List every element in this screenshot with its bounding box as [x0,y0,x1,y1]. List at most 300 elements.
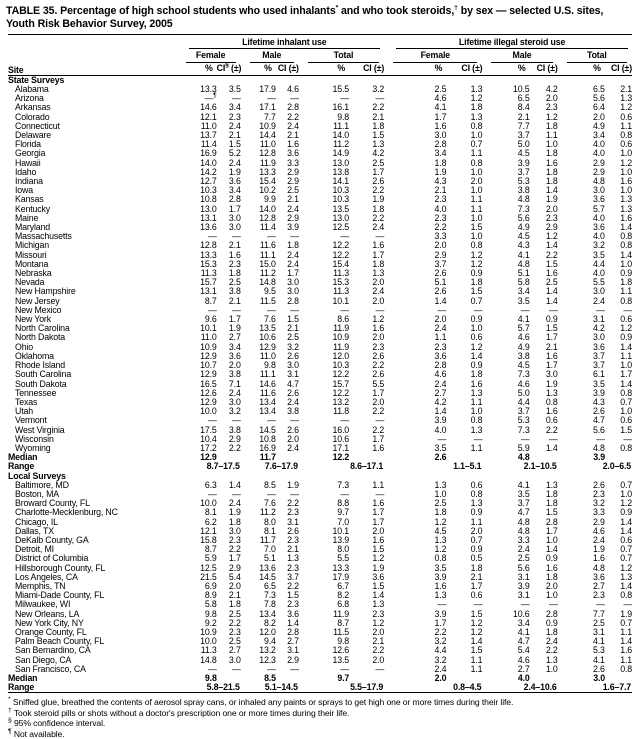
value-cell: 15.0 [259,258,276,269]
value-cell: 12.9 [259,341,276,352]
value-cell: 2.6 [593,479,605,490]
value-cell: 1.6 [545,406,558,417]
value-cell: 3.0 [228,222,241,233]
value-cell: 1.2 [620,323,632,334]
value-cell: 4.2 [593,323,605,334]
value-cell: — [375,415,385,426]
value-cell: 3.4 [434,148,447,159]
value-cell: 6.2 [204,516,217,527]
value-cell: — [340,304,349,315]
value-cell: 2.9 [287,654,299,665]
footnote-marker: ¶ [8,727,12,735]
value-cell: 17.1 [332,442,349,453]
value-cell: 7.7 [593,608,605,619]
value-cell: 12.6 [200,387,217,398]
value-cell: 3.8 [228,369,241,380]
value-cell: 0.6 [620,415,632,426]
site-name: Nevada [15,277,45,288]
value-cell: 3.0 [593,332,605,343]
table-row [8,232,632,241]
value-cell: — [548,433,558,444]
site-name: Indiana [15,176,43,187]
site-name: Wisconsin [15,433,54,444]
value-cell: 4.6 [593,525,605,536]
value-cell: 2.2 [287,580,299,591]
value-cell: 3.5 [593,249,605,260]
value-cell: 7.0 [337,516,349,527]
value-cell: — [290,488,299,499]
table-row [8,186,632,195]
value-cell: 1.9 [620,608,632,619]
site-name: Broward County, FL [15,498,90,509]
value-cell: 0.8 [620,240,632,251]
value-cell: 1.2 [470,258,483,269]
value-cell: 3.7 [593,360,605,371]
value-cell: 3.9 [517,157,530,168]
value-cell: 1.4 [372,590,385,601]
value-cell: 13.5 [332,203,349,214]
value-cell: 1.0 [470,231,483,242]
value-cell: 4.9 [517,222,530,233]
value-cell: — [207,663,217,674]
value-cell: 1.6 [372,498,385,509]
value-cell: 14.6 [200,102,217,113]
value-cell: 2.2 [228,617,241,628]
table-row [8,435,632,444]
value-cell: 8.7 [337,617,349,628]
value-cell: 2.8 [545,516,558,527]
table-row [8,545,632,554]
value-cell: — [340,93,349,104]
col-header-percent: % [558,63,605,76]
value-cell: 1.5 [470,608,483,619]
value-cell: 2.2 [287,111,299,122]
value-cell: 4.2 [434,396,447,407]
value-cell: 2.0 [228,580,241,591]
value-cell: 2.5 [593,617,605,628]
value-cell: 2.1 [372,111,385,122]
value-cell: 3.3 [434,231,447,242]
range-value: 7.6–17.9 [264,461,298,472]
value-cell: 3.1 [287,516,299,527]
median-value: 4.8 [517,452,530,463]
table-row [8,610,632,619]
col-subgroup-female: Female [384,49,482,62]
table-row [8,398,632,407]
value-cell: — [473,433,483,444]
value-cell: 4.2 [372,148,385,159]
value-cell: 1.7 [545,360,558,371]
value-cell: 0.8 [620,663,632,674]
value-cell: 1.3 [434,590,447,601]
table-row [8,195,632,204]
value-cell: 2.0 [470,525,483,536]
value-cell: 3.5 [517,488,530,499]
value-cell: 3.0 [593,185,605,196]
value-cell: 7.7 [517,120,530,131]
value-cell: 17.1 [259,102,276,113]
value-cell: 2.4 [287,249,299,260]
range-value: 1.6–7.7 [602,682,631,693]
value-cell: 3.4 [593,130,605,141]
site-name: Connecticut [15,120,60,131]
table-row [8,343,632,352]
value-cell: 4.6 [287,84,299,94]
value-cell: 2.0 [372,332,385,343]
site-name: Boston, MA [15,488,59,499]
value-cell: 1.1 [470,148,483,159]
value-cell: 4.0 [593,139,605,150]
value-cell: 8.0 [264,516,276,527]
value-cell: 13.1 [200,212,217,223]
value-cell: 2.4 [593,534,605,545]
table-row [8,508,632,517]
site-name: Colorado [15,111,50,122]
value-cell: 1.5 [372,544,385,555]
value-cell: 1.2 [470,617,483,628]
table-row [8,297,632,306]
value-cell: 1.4 [545,544,558,555]
table-title: TABLE 35. Percentage of high school students who used inhalants* and who took steroids,† by sex — selected U.S. sites, Youth Risk Behavior Survey, 2005 [6,4,604,30]
value-cell: 1.6 [434,580,447,591]
value-cell: 13.6 [200,222,217,233]
value-cell: 13.5 [259,323,276,334]
value-cell: 1.1 [545,130,558,141]
value-cell: 2.1 [228,240,241,251]
value-cell: 4.1 [517,314,530,325]
value-cell: 1.5 [287,590,299,601]
site-name: New Mexico [15,304,62,315]
footnote-marker: † [8,706,12,714]
value-cell: 15.3 [332,277,349,288]
value-cell: 3.4 [228,102,241,113]
value-cell: — [473,304,483,315]
value-cell: 5.6 [593,424,605,435]
value-cell: 16.5 [200,378,217,389]
value-cell: 1.7 [434,617,447,628]
value-cell: 3.0 [228,525,241,536]
value-cell: 2.8 [434,360,447,371]
value-cell: 8.9 [204,590,217,601]
value-cell: 1.7 [545,332,558,343]
value-cell: 1.8 [545,120,558,131]
value-cell: 11.9 [333,323,349,334]
value-cell: 3.5 [593,378,605,389]
value-cell: 4.1 [517,249,530,260]
footnote: ¶ Not available. [8,727,65,739]
value-cell: 1.9 [434,166,447,177]
col-header-percent: % [177,63,217,76]
value-cell: 2.4 [434,323,447,334]
value-cell: 1.4 [287,617,299,628]
value-cell: 1.3 [470,424,483,435]
col-header-ci: CI (±) [605,63,632,76]
value-cell: 1.1 [620,626,632,637]
table-row [8,205,632,214]
value-cell: 1.2 [620,102,632,113]
value-cell: 12.1 [200,525,217,536]
value-cell: 2.5 [434,84,447,94]
value-cell: 1.0 [620,488,632,499]
value-cell: 12.9 [200,396,217,407]
value-cell: 5.3 [517,415,530,426]
value-cell: 11.2 [259,507,276,518]
value-cell: 10.6 [513,608,530,619]
value-cell: 1.2 [620,157,632,168]
value-cell: — [375,93,385,104]
value-cell: 0.7 [620,396,632,407]
value-cell: 10.6 [259,332,276,343]
value-cell: 2.2 [434,222,447,233]
value-cell: — [290,231,299,242]
value-cell: 2.5 [517,553,530,564]
value-cell: 8.2 [264,617,276,628]
value-cell: 0.8 [434,553,447,564]
value-cell: 2.7 [434,387,447,398]
value-cell: 2.7 [593,580,605,591]
value-cell: 2.0 [228,360,241,371]
col-subgroup-total: Total [299,49,384,62]
col-header-site: Site [8,35,177,76]
value-cell: 14.2 [200,166,217,177]
value-cell: 2.3 [228,626,241,637]
value-cell: 8.2 [337,590,349,601]
value-cell: 2.0 [372,626,385,637]
value-cell: 10.0 [200,406,217,417]
site-name: Rhode Island [15,360,66,371]
value-cell: 5.0 [517,139,530,150]
site-name: Dallas, TX [15,525,54,536]
value-cell: 3.4 [517,286,530,297]
table-row [8,573,632,582]
value-cell: 5.0 [517,387,530,398]
value-cell: 1.1 [470,194,483,205]
value-cell: — [207,488,217,499]
value-cell: 6.9 [204,580,217,591]
value-cell: 2.3 [287,562,299,573]
value-cell: — [548,304,558,315]
value-cell: 0.6 [470,479,483,490]
value-cell: 2.6 [372,350,385,361]
table-row [8,481,632,490]
table-row [8,113,632,122]
value-cell: 1.0 [470,406,483,417]
value-cell: 1.7 [372,387,385,398]
value-cell: 2.0 [372,277,385,288]
value-cell: 0.6 [620,534,632,545]
value-cell: — [232,93,241,104]
value-cell: 1.1 [434,332,447,343]
value-cell: 3.6 [593,222,605,233]
value-cell: 3.0 [434,130,447,141]
value-cell: 11.5 [333,626,349,637]
median-value: 2.6 [434,452,447,463]
value-cell: 5.5 [337,553,349,564]
value-cell: 2.1 [287,194,299,205]
value-cell: 4.9 [517,341,530,352]
table-row [8,306,632,315]
value-cell: 8.1 [204,507,217,518]
value-cell: 7.3 [264,590,276,601]
value-cell: 2.3 [545,212,558,223]
value-cell: 1.0 [545,663,558,674]
value-cell: 2.2 [228,442,241,453]
value-cell: 3.9 [434,415,447,426]
value-cell: 13.0 [332,212,349,223]
value-cell: 9.8 [264,360,276,371]
site-name: Florida [15,139,41,150]
value-cell: 1.9 [372,562,385,573]
value-cell: 1.5 [545,258,558,269]
value-cell: 4.5 [434,525,447,536]
value-cell: 1.5 [372,580,385,591]
value-cell: 3.1 [287,369,299,380]
value-cell: 2.4 [372,286,385,297]
value-cell: 1.8 [470,369,483,380]
footnotes [0,693,640,739]
value-cell: 3.5 [228,84,241,94]
value-cell: 2.6 [287,387,299,398]
value-cell: 1.0 [620,360,632,371]
value-cell: 16.0 [332,424,349,435]
value-cell: 5.1 [517,268,530,279]
value-cell: 11.6 [259,387,276,398]
value-cell: 1.5 [470,286,483,297]
value-cell: 2.9 [228,562,241,573]
value-cell: 2.7 [517,663,530,674]
value-cell: 1.9 [593,544,605,555]
value-cell: 16.9 [259,442,276,453]
value-cell: 3.9 [287,222,299,233]
value-cell: 3.1 [593,314,605,325]
value-cell: 4.0 [593,212,605,223]
value-cell: 1.0 [545,139,558,150]
value-cell: 10.3 [332,360,349,371]
table-row [8,85,632,94]
value-cell: 14.8 [200,654,217,665]
value-cell: 2.1 [434,185,447,196]
value-cell: 9.7 [337,507,349,518]
col-header-ci: CI§ (±) [217,63,241,76]
value-cell: 6.3 [204,479,217,490]
value-cell: 2.7 [228,332,241,343]
value-cell: — [596,433,605,444]
site-name: Kentucky [15,203,50,214]
range-value: 1.1–5.1 [453,461,482,472]
range-value: 5.1–14.5 [264,682,298,693]
value-cell: 3.5 [434,442,447,453]
table-row [8,352,632,361]
value-cell: 1.3 [470,387,483,398]
value-cell: 9.5 [264,286,276,297]
site-name: Ohio [15,341,33,352]
value-cell: 3.1 [287,645,299,656]
site-name: Maine [15,212,39,223]
value-cell: 1.4 [434,406,447,417]
value-cell: 2.3 [434,212,447,223]
value-cell: 17.2 [200,442,217,453]
value-cell: 10.0 [200,498,217,509]
value-cell: 8.4 [517,102,530,113]
value-cell: 14.0 [200,157,217,168]
value-cell: 1.3 [545,387,558,398]
value-cell: — [520,304,530,315]
value-cell: 14.1 [332,176,349,187]
value-cell: 11.2 [333,139,349,150]
value-cell: 0.9 [620,268,632,279]
value-cell: 2.9 [287,166,299,177]
value-cell: 1.2 [470,93,483,104]
table-row [8,159,632,168]
value-cell: 1.8 [287,240,299,251]
value-cell: 2.0 [434,314,447,325]
site-name: Milwaukee, WI [15,599,71,610]
value-cell: 2.6 [287,424,299,435]
data-table [8,34,632,693]
value-cell: 3.1 [517,590,530,601]
value-cell: 2.1 [517,111,530,122]
value-cell: 3.4 [517,617,530,628]
value-cell: 5.5 [593,277,605,288]
value-cell: 0.8 [620,387,632,398]
value-cell: 1.3 [545,479,558,490]
site-name: San Diego, CA [15,654,72,665]
col-subgroup-male: Male [482,49,557,62]
value-cell: 10.9 [200,341,217,352]
value-cell: 4.6 [517,378,530,389]
value-cell: 3.7 [517,130,530,141]
table-row [8,656,632,665]
range-value: 2.0–6.5 [602,461,631,472]
value-cell: 4.1 [517,626,530,637]
table-row [8,287,632,296]
value-cell: 1.0 [620,148,632,159]
value-cell: 3.3 [593,507,605,518]
value-cell: 3.8 [287,406,299,417]
value-cell: — [340,488,349,499]
value-cell: 2.5 [372,157,385,168]
value-cell: 15.4 [332,258,349,269]
value-cell: 12.9 [200,350,217,361]
value-cell: 7.3 [517,424,530,435]
value-cell: 4.8 [517,258,530,269]
value-cell: 8.5 [264,479,276,490]
col-subgroup-total: Total [558,49,632,62]
value-cell: 2.9 [287,212,299,223]
value-cell: 6.5 [593,84,605,94]
value-cell: 5.9 [517,442,530,453]
value-cell: 12.1 [200,111,217,122]
site-name: North Dakota [15,332,66,343]
value-cell: 2.6 [593,663,605,674]
value-cell: 0.9 [470,544,483,555]
value-cell: 2.6 [372,369,385,380]
median-value: 3.9 [593,452,605,463]
value-cell: 1.3 [372,268,385,279]
value-cell: 1.4 [545,240,558,251]
value-cell: 3.2 [593,498,605,509]
value-cell: 1.1 [620,120,632,131]
value-cell: 1.7 [228,314,241,325]
table-row [8,407,632,416]
value-cell: 5.4 [517,645,530,656]
value-cell: — [267,304,276,315]
value-cell: 2.0 [372,396,385,407]
value-cell: 15.4 [259,176,276,187]
value-cell: — [207,304,217,315]
value-cell: 3.6 [593,341,605,352]
value-cell: 3.2 [434,636,447,647]
